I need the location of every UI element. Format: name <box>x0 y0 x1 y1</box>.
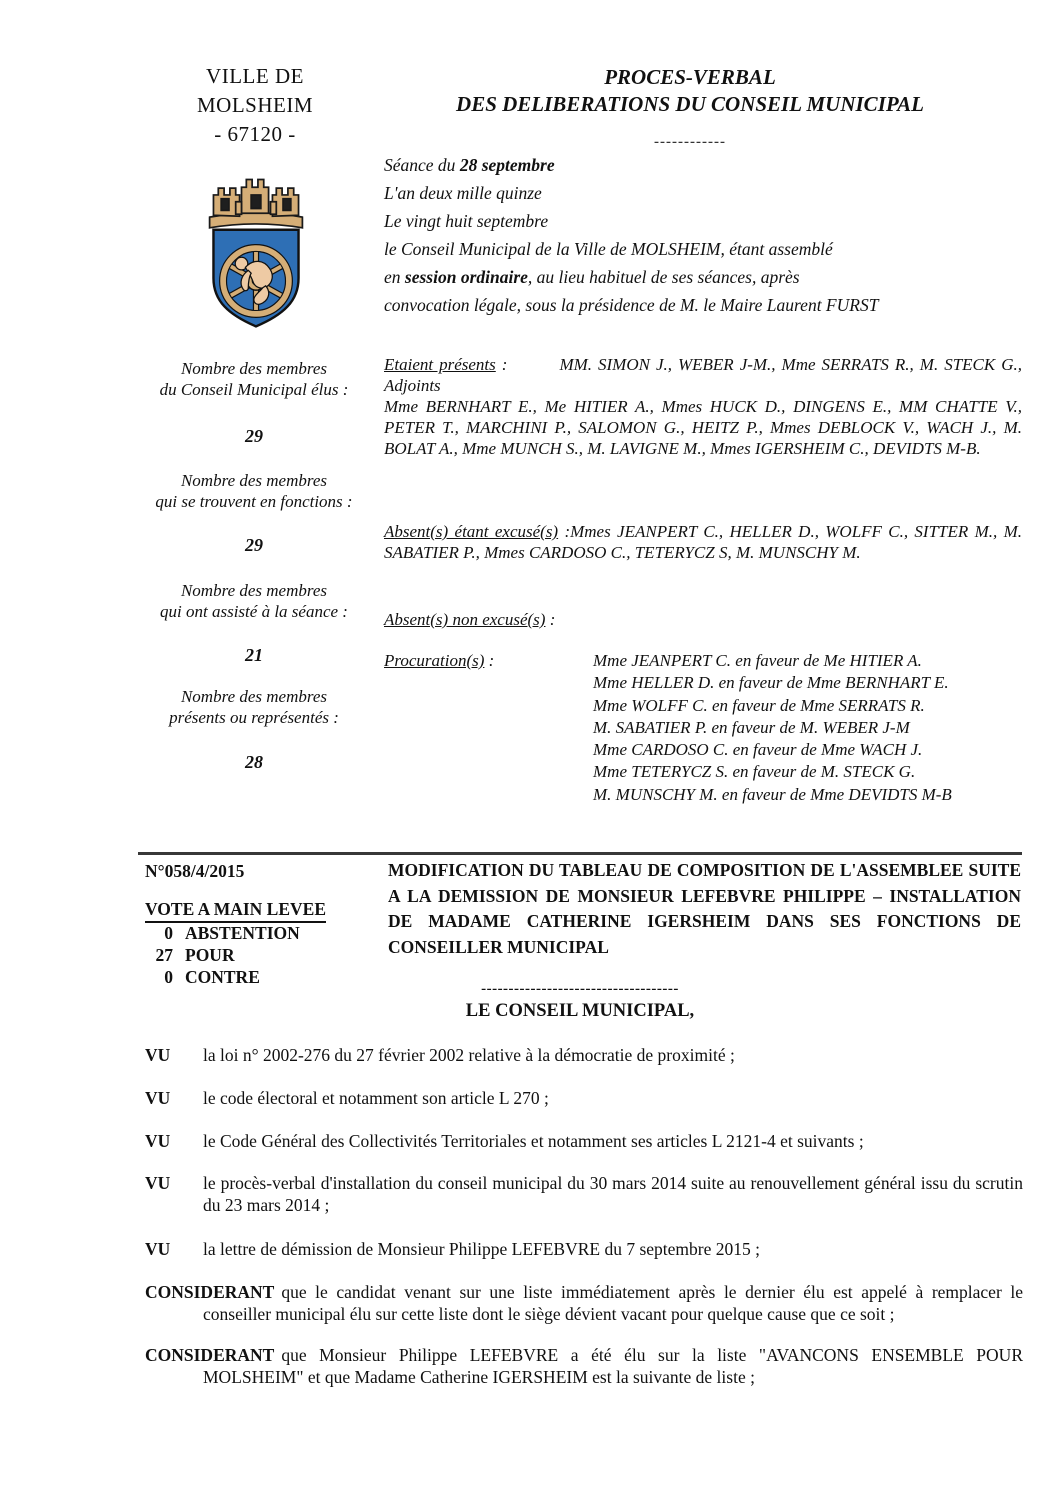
clause-text: le Code Général des Collectivités Territoriales et notamment ses articles L 2121-4 et suivants ; <box>203 1131 864 1151</box>
procuration-item: Mme WOLFF C. en faveur de Mme SERRATS R. <box>593 695 925 715</box>
seance-date-line: Séance du 28 septembre <box>384 155 555 175</box>
city-coat-of-arms <box>198 168 314 334</box>
seance-paragraph <box>384 151 984 319</box>
clause-vu-1 <box>145 1044 1023 1066</box>
procuration-item: M. MUNSCHY M. en faveur de Mme DEVIDTS M-B <box>593 784 952 804</box>
vote-label: ABSTENTION <box>185 923 300 943</box>
vote-count: 0 <box>164 967 173 987</box>
vote-row-abstention <box>145 922 385 944</box>
absents-not-excused-paragraph: Absent(s) non excusé(s) : <box>384 610 556 629</box>
document-title-line2: DES DELIBERATIONS DU CONSEIL MUNICIPAL <box>456 92 924 116</box>
clause-label: CONSIDERANT <box>145 1345 275 1365</box>
clause-label: VU <box>145 1173 171 1193</box>
clause-text: la loi n° 2002-276 du 27 février 2002 relative à la démocratie de proximité ; <box>203 1045 735 1065</box>
vote-count: 27 <box>155 945 173 965</box>
clause-considerant-1 <box>145 1281 1023 1325</box>
city-name-line2: MOLSHEIM <box>196 93 313 117</box>
absents-not-excused-label: Absent(s) non excusé(s) <box>384 610 546 629</box>
procuration-item: M. SABATIER P. en faveur de M. WEBER J-M <box>593 717 910 737</box>
title-separator-dashes: ------------ <box>654 134 726 150</box>
procuration-item: Mme HELLER D. en faveur de Mme BERNHART E. <box>593 673 949 693</box>
city-postal-code: - 67120 - <box>214 122 296 146</box>
city-name-line1: VILLE DE <box>206 64 304 88</box>
clause-label: VU <box>145 1239 171 1259</box>
presents-first-line: Etaient présents : MM. SIMON J., WEBER J-M., Mme SERRATS R., M. STECK G., Adjoints <box>384 355 1022 395</box>
members-in-office-value: 29 <box>245 535 263 555</box>
vote-label: POUR <box>185 945 235 965</box>
members-elected-label: Nombre des membres du Conseil Municipal élus : <box>159 359 349 399</box>
clause-text: le code électoral et notamment son article L 270 ; <box>203 1088 549 1108</box>
section-separator-dashes: ------------------------------------ <box>481 981 679 997</box>
seance-session-line: en session ordinaire, au lieu habituel de ses séances, après <box>384 267 800 287</box>
procuration-item: Mme JEANPERT C. en faveur de Me HITIER A. <box>593 651 922 670</box>
members-attended-label: Nombre des membres qui ont assisté à la séance : <box>160 581 348 621</box>
procuration-item: Mme TETERYCZ S. en faveur de M. STECK G. <box>593 762 916 782</box>
vote-method-title: VOTE A MAIN LEVEE <box>145 899 326 923</box>
absents-excused-label: Absent(s) étant excusé(s) <box>384 522 559 541</box>
presents-paragraph <box>384 354 1022 459</box>
vote-label: CONTRE <box>185 967 260 987</box>
section-divider-rule <box>138 852 1022 855</box>
clause-vu-5 <box>145 1238 1023 1260</box>
clause-label: VU <box>145 1045 171 1065</box>
clause-text: que le candidat venant sur une liste immédiatement après le dernier élu est appelé à remplacer le conseiller municipal élu sur cette liste dont le siège dévient vacant pour quelque cause que ce soit ; <box>203 1282 1023 1324</box>
seance-year-line: L'an deux mille quinze <box>384 183 542 203</box>
procuration-item: Mme CARDOSO C. en faveur de Mme WACH J. <box>593 740 923 760</box>
procurations-label: Procuration(s) : <box>384 651 495 670</box>
vote-row-pour <box>145 944 385 966</box>
clause-vu-4 <box>145 1172 1023 1216</box>
members-represented-label: Nombre des membres présents ou représentés : <box>169 687 339 727</box>
procurations-list <box>593 650 1025 806</box>
city-name-block <box>138 62 372 149</box>
deliberation-number: N°058/4/2015 <box>145 861 245 881</box>
clause-label: VU <box>145 1131 171 1151</box>
seance-convocation-line: convocation légale, sous la présidence de M. le Maire Laurent FURST <box>384 295 879 315</box>
presents-names: Mme BERNHART E., Me HITIER A., Mmes HUCK D., DINGENS E., MM CHATTE V., PETER T., MARCHINI P., SALOMON G., HEITZ P., Mmes DEBLOCK V., WACH J., M. BOLAT A., Mme MUNCH S., M. LAVIGNE M., Mmes IGERSHEIM C., DEVIDTS M-B. <box>384 397 1022 458</box>
deliberation-title: MODIFICATION DU TABLEAU DE COMPOSITION DE L'ASSEMBLEE SUITE A LA DEMISSION DE MONSIEUR LEFEBVRE PHILIPPE – INSTALLATION DE MADAME CATHERINE IGERSHEIM DANS SES FONCTIONS DE CONSEILLER MUNICIPAL <box>388 860 1021 957</box>
clause-vu-3 <box>145 1130 1023 1152</box>
members-attended-value: 21 <box>245 645 263 665</box>
vote-results <box>145 922 385 988</box>
clause-vu-2 <box>145 1087 1023 1109</box>
clause-text: la lettre de démission de Monsieur Philippe LEFEBVRE du 7 septembre 2015 ; <box>203 1239 761 1259</box>
members-elected-value: 29 <box>245 426 263 446</box>
members-represented-value: 28 <box>245 752 263 772</box>
members-in-office-label: Nombre des membres qui se trouvent en fonctions : <box>155 471 353 511</box>
absents-excused-names: Mmes JEANPERT C., HELLER D., WOLFF C., SITTER M., M. SABATIER P., Mmes CARDOSO C., TETERYCZ S, M. MUNSCHY M. <box>384 522 1023 562</box>
document-title-line1: PROCES-VERBAL <box>604 65 776 89</box>
clause-text: que Monsieur Philippe LEFEBVRE a été élu sur la liste "AVANCONS ENSEMBLE POUR MOLSHEIM" et que Madame Catherine IGERSHEIM est la suivante de liste ; <box>203 1345 1023 1387</box>
clause-label: VU <box>145 1088 171 1108</box>
clause-considerant-2 <box>145 1344 1023 1388</box>
absents-excused-paragraph: Absent(s) étant excusé(s) :Mmes JEANPERT C., HELLER D., WOLFF C., SITTER M., M. SABATIER P., Mmes CARDOSO C., TETERYCZ S, M. MUNSCHY M. <box>384 522 1023 562</box>
document-title <box>375 64 1005 118</box>
seance-assembly-line: le Conseil Municipal de la Ville de MOLSHEIM, étant assemblé <box>384 239 833 259</box>
clause-label: CONSIDERANT <box>145 1282 275 1302</box>
seance-day-line: Le vingt huit septembre <box>384 211 549 231</box>
clause-text: le procès-verbal d'installation du conseil municipal du 30 mars 2014 suite au renouvellement général issu du scrutin du 23 mars 2014 ; <box>203 1173 1023 1215</box>
vote-count: 0 <box>164 923 173 943</box>
mural-crown-icon <box>210 179 303 227</box>
council-heading: LE CONSEIL MUNICIPAL, <box>465 1001 695 1021</box>
